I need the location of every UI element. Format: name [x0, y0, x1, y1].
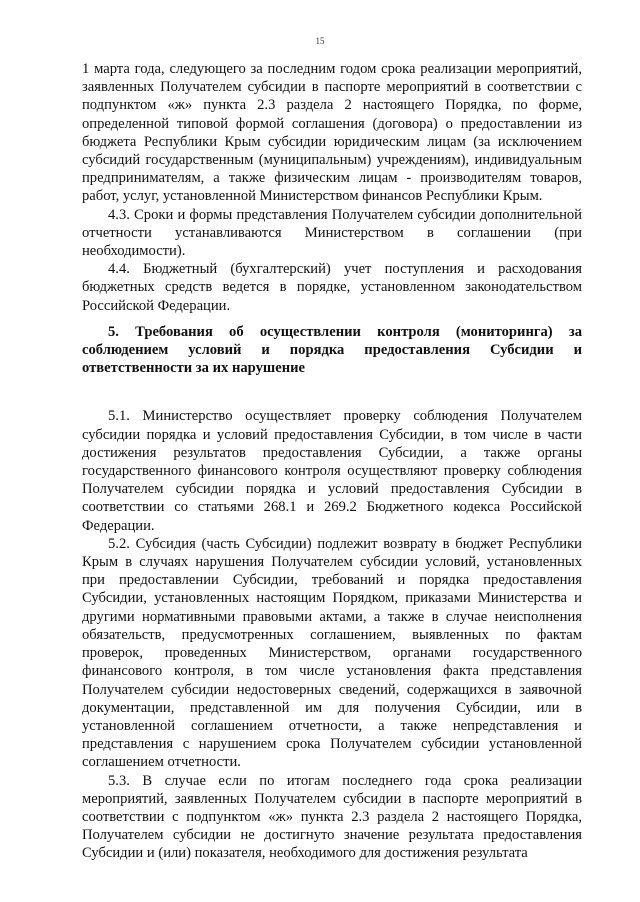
page-number: 15 [315, 36, 325, 46]
paragraph-5-2: 5.2. Субсидия (часть Субсидии) подлежит возврату в бюджет Республики Крым в случаях нарушения Получателем субсидии условий, установленных при предоставлении Субсидии, требований и порядка предоставления Субсидии, установленных настоящим Порядком, приказами Министерства и другими нормативными правовыми актами, а также в случае неисполнения обязательств, предусмотренных соглашением, выявленных по фактам проверок, проведенных Министерством, органами государственного финансового контроля, в том числе установления факта представления Получателем субсидии недостоверных сведений, содержащихся в заявочной документации, представленной им для получения Субсидии, или в установленной соглашением отчетности, а также непредставления и представления с нарушением срока Получателем субсидии установленной соглашением отчетности. [82, 535, 582, 771]
paragraph-5-3: 5.3. В случае если по итогам последнего года срока реализации мероприятий, заявленных Получателем субсидии в паспорте мероприятий в соответствии с подпунктом «ж» пункта 2.3 раздела 2 настоящего Порядка, Получателем субсидии не достигнуто значение результата предоставления Субсидии и (или) показателя, необходимого для достижения результата [82, 772, 582, 862]
document-body [82, 60, 582, 863]
paragraph-4-3: 4.3. Сроки и формы представления Получателем субсидии дополнительной отчетности устанавливаются Министерством в соглашении (при необходимости). [82, 206, 582, 260]
paragraph-continuation: 1 марта года, следующего за последним годом срока реализации мероприятий, заявленных Получателем субсидии в паспорте мероприятий в соответствии с подпунктом «ж» пункта 2.3 раздела 2 настоящего Порядка, по форме, определенной типовой формой соглашения (договора) о предоставлении из бюджета Республики Крым субсидии юридическим лицам (за исключением субсидий государственным (муниципальным) учреждениям), индивидуальным предпринимателям, а также физическим лицам - производителям товаров, работ, услуг, установленной Министерством финансов Республики Крым. [82, 61, 582, 205]
section-5-title: 5. Требования об осуществлении контроля (мониторинга) за соблюдением условий и порядка предоставления Субсидии и ответственности за их нарушение [82, 323, 582, 377]
paragraph-5-1: 5.1. Министерство осуществляет проверку соблюдения Получателем субсидии порядка и условий предоставления Субсидии, в том числе в части достижения результатов предоставления Субсидии, а также органы государственного финансового контроля осуществляют проверку соблюдения Получателем субсидии порядка и условий предоставления Субсидии в соответствии со статьями 268.1 и 269.2 Бюджетного кодекса Российской Федерации. [82, 408, 582, 534]
paragraph-4-4: 4.4. Бюджетный (бухгалтерский) учет поступления и расходования бюджетных средств ведется в порядке, установленном законодательством Российской Федерации. [82, 261, 582, 314]
